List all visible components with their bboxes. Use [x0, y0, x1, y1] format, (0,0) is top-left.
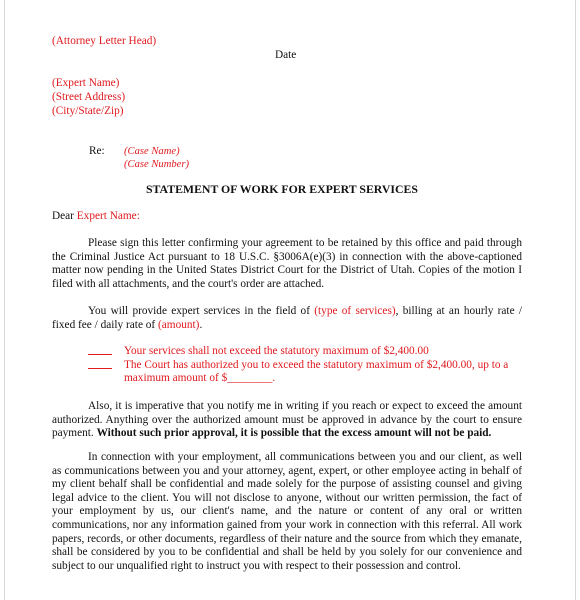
recipient-city: (City/State/Zip): [52, 105, 124, 117]
recipient-street: (Street Address): [52, 91, 126, 103]
checkbox-blank[interactable]: [88, 345, 112, 355]
warning-text: Without such prior approval, it is possible that the excess amount will not be paid.: [96, 427, 492, 440]
paragraph-retention: Please sign this letter confirming your agreement to be retained by this office and paid through the Criminal Justice Act pursuant to 18 U.S.C. §3006A(e)(3) in connection with the above-captioned matter now pending in the United States District Court for the District of Utah. Copies of the motion I filed with all attachments, and the court's order are attached.: [52, 237, 522, 290]
checkbox-blank[interactable]: [88, 359, 112, 369]
salutation-name: Expert Name:: [76, 210, 140, 222]
date-label: Date: [275, 49, 297, 61]
paragraph-services: You will provide expert services in the field of (type of services), billing at an hourly rate / fixed fee / daily rate of (amount).: [52, 305, 523, 331]
option-statutory-max[interactable]: [88, 345, 528, 359]
letterhead: (Attorney Letter Head): [52, 35, 157, 47]
paragraph-confidentiality: In connection with your employment, all communications between you and our client, as well as communications between you and your attorney, agent, expert, or other employee acting in behalf of my client behalf shall be confidential and made solely for the purpose of assisting counsel and giving legal advice to the client. You will not disclose to anyone, without our written permission, the fact of your employment by us, our client's name, and the nature or content of any oral or written communications, nor any information gained from your work in connection with this referral. All work papers, records, or other documents, regardless of their nature and the source from which they emanate, shall be considered by you to be confidential and shall be held by you solely for our convenience and subject to our unqualified right to instruct you with respect to their possession and control.: [52, 451, 522, 572]
paragraph-notify: Also, it is imperative that you notify me in writing if you reach or expect to exceed the amount authorized. Anything over the authorized amount must be approved in advance by the court to ensure payment. Without such prior approval, it is possible that the excess amount will not be paid.: [52, 400, 522, 440]
case-number: (Case Number): [124, 159, 190, 170]
case-name: (Case Name): [124, 146, 180, 157]
services-amount: (amount): [158, 318, 200, 331]
salutation: [52, 210, 140, 223]
option-exceed-max[interactable]: [88, 359, 528, 387]
option-statutory-max-label: Your services shall not exceed the statutory maximum of $2,400.00: [124, 345, 429, 357]
recipient-name: (Expert Name): [52, 77, 120, 89]
services-field: (type of services): [314, 305, 396, 317]
salutation-prefix: Dear: [52, 210, 77, 222]
option-exceed-max-label: The Court has authorized you to exceed the statutory maximum of $2,400.00, up to a maximum amount of $________.: [124, 359, 509, 384]
document-title: STATEMENT OF WORK FOR EXPERT SERVICES: [146, 182, 418, 196]
re-label: Re:: [89, 145, 105, 157]
